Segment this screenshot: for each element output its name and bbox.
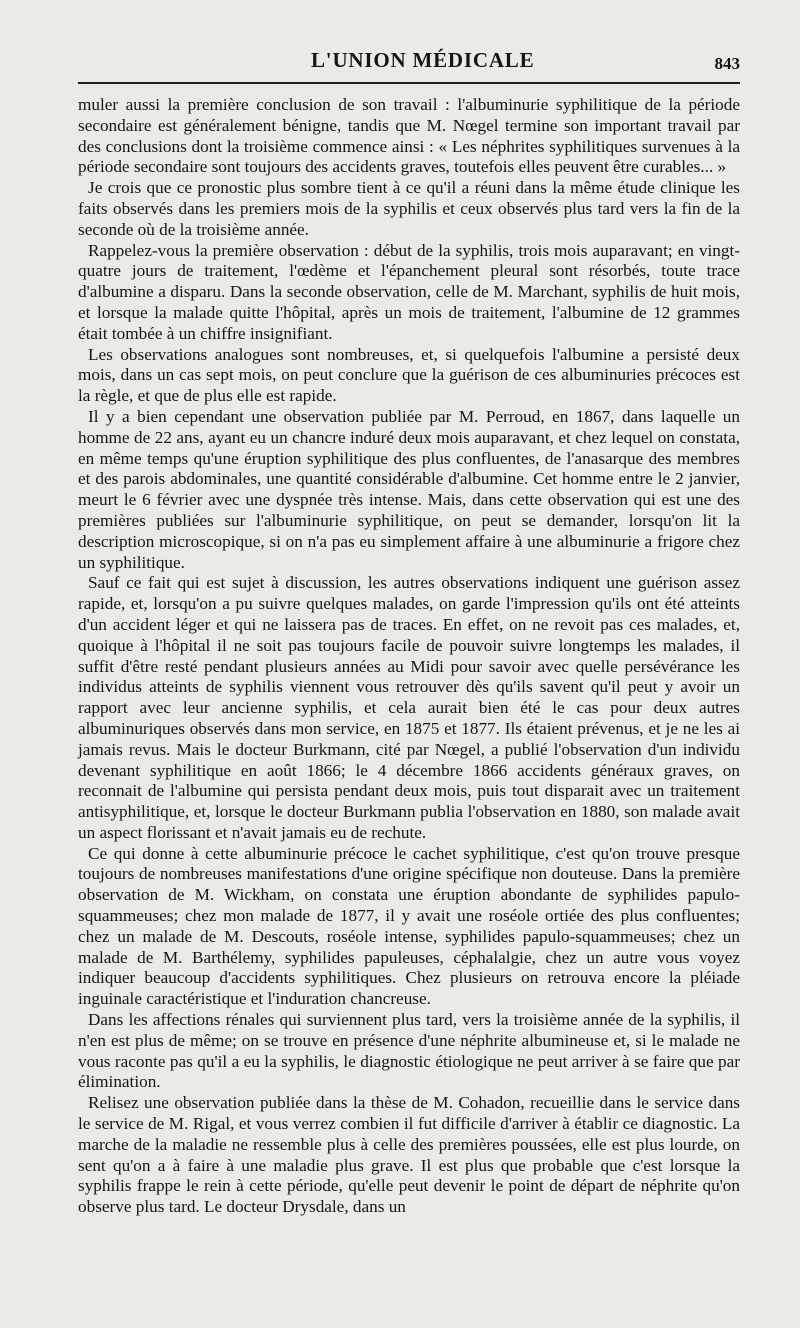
paragraph-5: Il y a bien cependant une observation publiée par M. Perroud, en 1867, dans laquelle un homme de 22 ans, ayant eu un chancre induré deux mois auparavant, et chez lequel on constata, en même temps qu'une éruption syphilitique des plus confluentes, de l'anasarque des membres et des parois abdominales, une quantité considérable d'albumine. Cet homme entre le 2 janvier, meurt le 6 février avec une dyspnée très intense. Mais, dans cette observation qui est une des premières publiées sur l'albuminurie syphilitique, on peut se demander, lorsqu'on lit la description microscopique, si on n'a pas eu simplement affaire à une albuminurie a frigore chez un syphilitique. (78, 406, 740, 572)
paragraph-7: Ce qui donne à cette albuminurie précoce le cachet syphilitique, c'est qu'on trouve presque toujours de nombreuses manifestations d'une origine spécifique non douteuse. Dans la première observation de M. Wickham, on constata une éruption abondante de syphilides papulo-squammeuses; chez mon malade de 1877, il y avait une roséole ortiée des plus confluentes; chez un malade de M. Descouts, roséole intense, syphilides papulo-squammeuses; chez un malade de M. Barthélemy, syphilides papuleuses, céphalalgie, chez un autre vous voyez indiquer beaucoup d'accidents syphilitiques. Chez plusieurs on retrouva encore la pléiade inguinale caractéristique et l'induration chancreuse. (78, 843, 740, 1009)
page-header (78, 48, 740, 82)
paragraph-8: Dans les affections rénales qui surviennent plus tard, vers la troisième année de la syphilis, il n'en est plus de même; on se trouve en présence d'une néphrite albumineuse et, si le malade ne vous raconte pas qu'il a eu la syphilis, le diagnostic étiologique ne peut arriver à se faire que par élimination. (78, 1010, 740, 1092)
paragraph-4: Les observations analogues sont nombreuses, et, si quelquefois l'albumine a persisté deux mois, dans un cas sept mois, on peut conclure que la guérison de ces albuminuries précoces est la règle, et que de plus elle est rapide. (78, 344, 740, 406)
paragraph-9: Relisez une observation publiée dans la thèse de M. Cohadon, recueillie dans le service dans le service de M. Rigal, et vous verrez combien il fut difficile d'arriver à établir ce diagnostic. La marche de la maladie ne ressemble plus à celle des premières poussées, elle est plus lourde, on sent qu'on a à faire à une maladie plus grave. Il est plus que probable que c'est lorsque la syphilis frappe le rein à cette période, qu'elle peut devenir le point de départ de néphrite qu'on observe plus tard. Le docteur Drysdale, dans un (78, 1093, 740, 1217)
paragraph-3: Rappelez-vous la première observation : début de la syphilis, trois mois auparavant; en vingt-quatre jours de traitement, l'œdème et l'épanchement pleural sont résorbés, toute trace d'albumine a disparu. Dans la seconde observation, celle de M. Marchant, syphilis de huit mois, et lorsque la malade quitte l'hôpital, après un mois de traitement, l'albumine de 12 grammes était tombée à un chiffre insignifiant. (78, 240, 740, 343)
page-number: 843 (714, 54, 740, 73)
running-title: L'UNION MÉDICALE (311, 48, 535, 72)
article-body (78, 95, 740, 1294)
paragraph-6: Sauf ce fait qui est sujet à discussion, les autres observations indiquent une guérison assez rapide, et, lorsqu'on a pu suivre quelques malades, on garde l'impression qu'ils ont été atteints d'un accident léger et qui ne laissera pas de traces. En effet, on ne revoit pas ces malades, et, quoique à l'hôpital il ne soit pas toujours facile de pouvoir suivre longtemps les malades, il suffit d'être resté pendant plusieurs années au Midi pour savoir avec quelle persévérance les individus atteints de syphilis viennent vous retrouver dès qu'ils savent qu'il peut y avoir un rapport avec leur ancienne syphilis, et cela aurait bien été le cas pour deux autres albuminuriques observés dans mon service, en 1875 et 1877. Ils étaient prévenus, et je ne les ai jamais revus. Mais le docteur Burkmann, cité par Nœgel, a publié l'observation d'un individu devenant syphilitique en août 1866; le 4 décembre 1866 accidents généraux graves, on reconnait de l'albumine qui persista pendant deux mois, puis tout disparait avec un traitement antisyphilitique, et, lorsque le docteur Burkmann publia l'observation en 1880, son malade avait un aspect florissant et n'avait jamais eu de rechute. (78, 573, 740, 842)
header-rule (78, 82, 740, 84)
paragraph-2: Je crois que ce pronostic plus sombre tient à ce qu'il a réuni dans la même étude clinique les faits observés dans les premiers mois de la syphilis et ceux observés plus tard vers la fin de la seconde où de la troisième année. (78, 178, 740, 239)
paragraph-1: muler aussi la première conclusion de son travail : l'albuminurie syphilitique de la période secondaire est généralement bénigne, tandis que M. Nœgel termine son important travail par des conclusions dont la troisième commence ainsi : « Les néphrites syphilitiques survenues à la période secondaire sont toujours des accidents graves, toutefois elles peuvent être curables... » (78, 95, 740, 177)
